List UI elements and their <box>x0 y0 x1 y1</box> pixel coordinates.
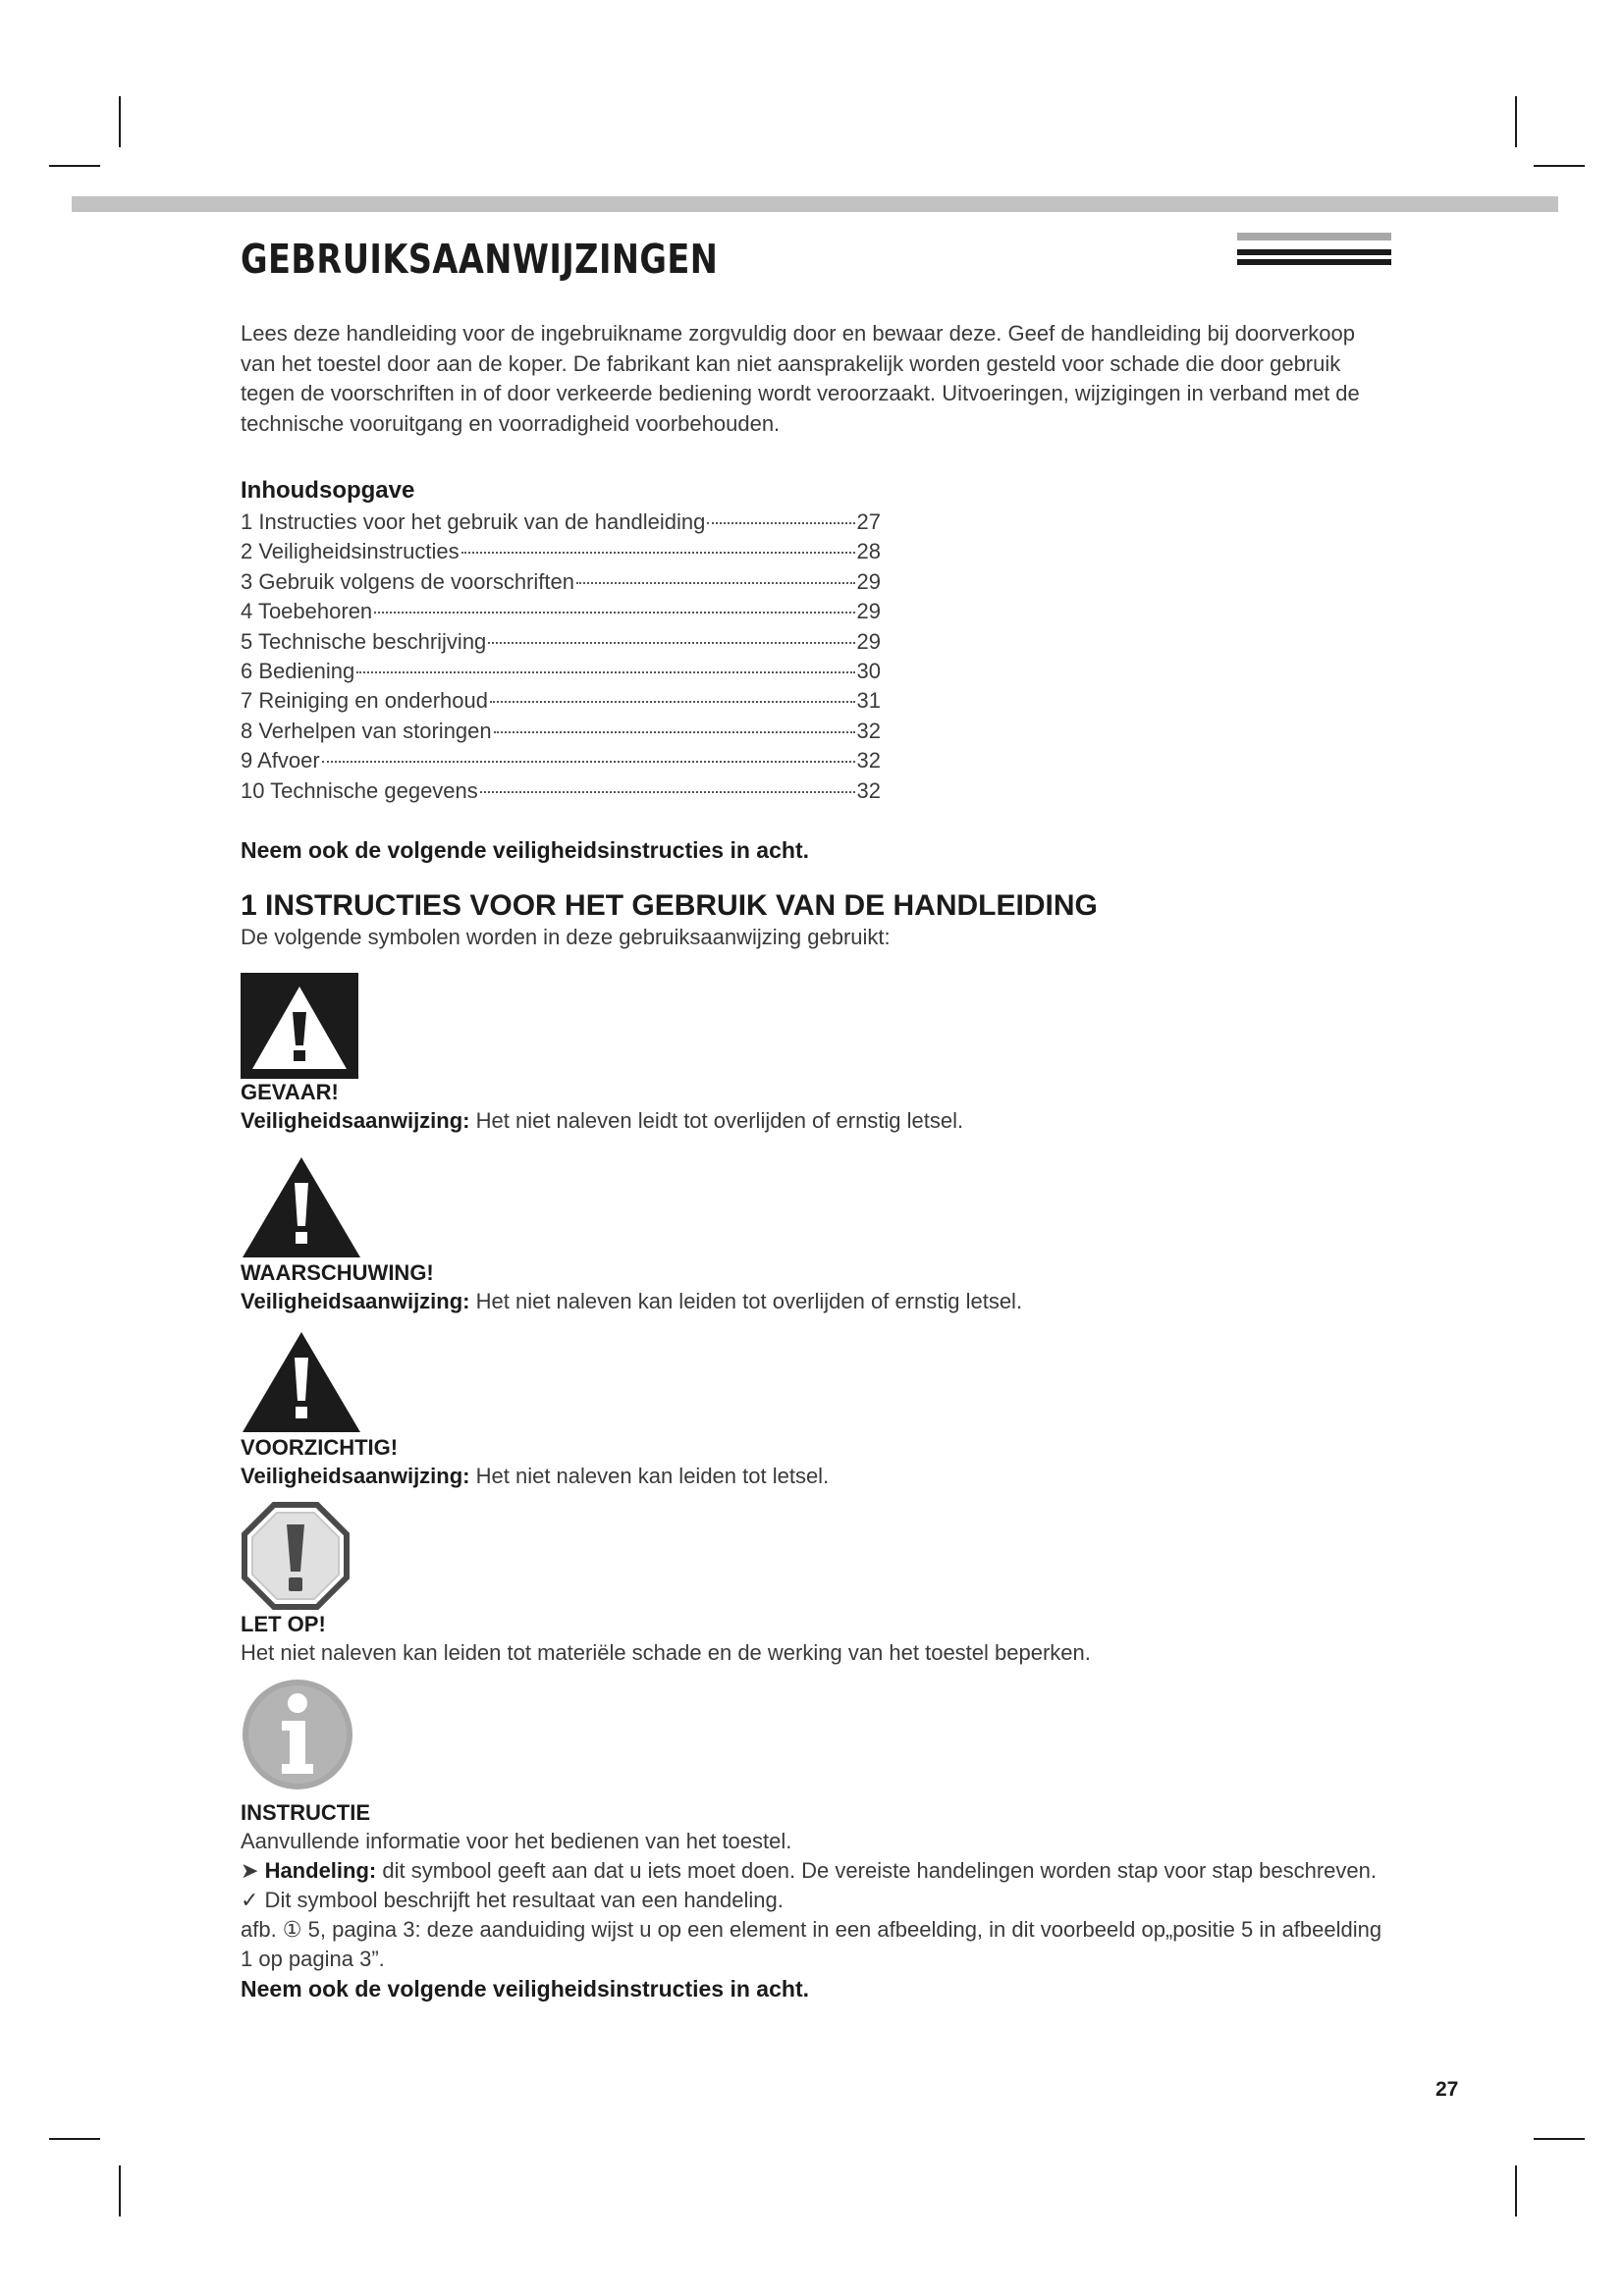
warning-text: Het niet naleven kan leiden tot overlijden of ernstig letsel. <box>469 1289 1023 1314</box>
section-intro: De volgende symbolen worden in deze gebruiksaanwijzing gebruikt: <box>241 925 891 950</box>
toc-item-title: 2 Veiligheidsinstructies <box>241 539 460 564</box>
crop-mark <box>49 165 100 167</box>
result-text: Dit symbool beschrijft het resultaat van een handeling. <box>258 1888 784 1913</box>
crop-mark <box>49 2138 100 2140</box>
crop-mark <box>119 2165 121 2216</box>
toc-item-title: 6 Bediening <box>241 659 355 684</box>
crop-mark <box>1534 2138 1585 2140</box>
toc-item-page: 29 <box>856 628 881 654</box>
toc-item[interactable] <box>241 597 881 626</box>
toc-item-page: 32 <box>856 718 881 743</box>
toc-dot-leader <box>707 522 854 524</box>
toc-item[interactable] <box>241 537 881 566</box>
intro-paragraph: Lees deze handleiding voor de ingebruikname zorgvuldig door en bewaar deze. Geef de handleiding bij doorverkoop van het toestel door aan de koper. De fabrikant kan niet aansprakelijk worden gesteld voor schade die door gebruik tegen de voorschriften in of door verkeerde bediening wordt veroorzaakt. Uitvoeringen, wijzigingen in verband met de technische vooruitgang en voorradigheid voorbehouden. <box>241 321 1360 436</box>
toc-item-page: 30 <box>856 659 881 684</box>
header-bar <box>72 196 1558 212</box>
info-icon <box>241 1678 354 1791</box>
exclamation-octagon-icon <box>241 1501 351 1611</box>
toc-dot-leader <box>374 612 854 614</box>
toc-dot-leader <box>480 791 855 793</box>
danger-description <box>241 1106 1389 1136</box>
toc-item[interactable] <box>241 776 881 806</box>
toc-dot-leader <box>490 701 855 703</box>
safety-note: Neem ook de volgende veiligheidsinstructies in acht. <box>241 1976 809 2002</box>
toc-item-page: 29 <box>856 568 881 594</box>
warning-triangle-icon <box>241 1330 362 1434</box>
danger-label: GEVAAR! <box>241 1080 339 1105</box>
toc-item-title: 8 Verhelpen van storingen <box>241 718 492 743</box>
warning-label: WAARSCHUWING! <box>241 1260 434 1286</box>
arrow-icon: ➤ <box>241 1858 259 1884</box>
caution-text: Het niet naleven kan leiden tot letsel. <box>469 1464 830 1489</box>
caution-lead: Veiligheidsaanwijzing: <box>241 1464 470 1489</box>
crop-mark <box>119 96 121 147</box>
page-title: GEBRUIKSAANWIJZINGEN <box>241 236 719 283</box>
notice-description: Het niet naleven kan leiden tot materiële schade en de werking van het toestel beperken. <box>241 1640 1091 1666</box>
notice-label: LET OP! <box>241 1612 326 1637</box>
title-decoration <box>1237 249 1391 255</box>
crop-mark <box>1515 96 1517 147</box>
toc-item[interactable] <box>241 657 881 686</box>
toc-dot-leader <box>461 552 855 554</box>
table-of-contents <box>241 476 1389 806</box>
toc-item-title: 3 Gebruik volgens de voorschriften <box>241 568 574 594</box>
crop-mark <box>1534 165 1585 167</box>
title-decoration <box>1237 259 1391 265</box>
caution-description <box>241 1462 1389 1491</box>
warning-lead: Veiligheidsaanwijzing: <box>241 1289 470 1314</box>
safety-note: Neem ook de volgende veiligheidsinstructies in acht. <box>241 837 809 864</box>
toc-item-title: 1 Instructies voor het gebruik van de handleiding <box>241 509 706 534</box>
toc-item[interactable] <box>241 627 881 657</box>
toc-item-page: 32 <box>856 777 881 803</box>
toc-item-title: 9 Afvoer <box>241 748 320 774</box>
warning-description <box>241 1287 1389 1316</box>
toc-dot-leader <box>356 671 854 673</box>
toc-item[interactable] <box>241 567 881 597</box>
toc-dot-leader <box>488 642 854 644</box>
section-heading: 1 INSTRUCTIES VOOR HET GEBRUIK VAN DE HANDLEIDING <box>241 889 1098 923</box>
toc-item-title: 10 Technische gegevens <box>241 777 478 803</box>
figure-reference: afb. ① 5, pagina 3: deze aanduiding wijst u op een element in een afbeelding, in dit voorbeeld op„positie 5 in afbeelding 1 op pagina 3”. <box>241 1917 1382 1972</box>
toc-item-title: 5 Technische beschrijving <box>241 628 487 654</box>
toc-item-page: 28 <box>856 539 881 564</box>
toc-item-page: 32 <box>856 748 881 774</box>
crop-mark <box>1515 2165 1517 2216</box>
toc-dot-leader <box>322 761 855 763</box>
toc-item-title: 7 Reiniging en onderhoud <box>241 688 488 714</box>
toc-item[interactable] <box>241 686 881 716</box>
toc-item[interactable] <box>241 746 881 775</box>
page-number: 27 <box>1435 2078 1459 2101</box>
warning-triangle-icon <box>241 1155 362 1259</box>
checkmark-icon: ✓ <box>241 1888 259 1913</box>
main-content <box>241 319 1389 2003</box>
toc-dot-leader <box>576 582 855 584</box>
toc-item-page: 27 <box>856 509 881 534</box>
title-decoration <box>1237 233 1391 240</box>
caution-label: VOORZICHTIG! <box>241 1435 399 1461</box>
action-instruction <box>241 1856 1389 1886</box>
danger-text: Het niet naleven leidt tot overlijden of ernstig letsel. <box>469 1108 964 1134</box>
toc-item-page: 29 <box>856 599 881 624</box>
toc-heading: Inhoudsopgave <box>241 477 415 504</box>
info-description: Aanvullende informatie voor het bedienen van het toestel. <box>241 1829 792 1854</box>
danger-lead: Veiligheidsaanwijzing: <box>241 1108 470 1134</box>
toc-item-title: 4 Toebehoren <box>241 599 373 624</box>
toc-item-page: 31 <box>856 688 881 714</box>
toc-list <box>241 507 881 806</box>
result-instruction <box>241 1886 1389 1915</box>
warning-triangle-boxed-icon <box>241 973 358 1079</box>
toc-item[interactable] <box>241 507 881 537</box>
action-text: dit symbool geeft aan dat u iets moet doen. De vereiste handelingen worden stap voor stap beschreven. <box>376 1858 1377 1884</box>
toc-item[interactable] <box>241 717 881 746</box>
action-lead: Handeling: <box>264 1858 377 1884</box>
toc-dot-leader <box>494 731 855 733</box>
info-label: INSTRUCTIE <box>241 1800 370 1826</box>
